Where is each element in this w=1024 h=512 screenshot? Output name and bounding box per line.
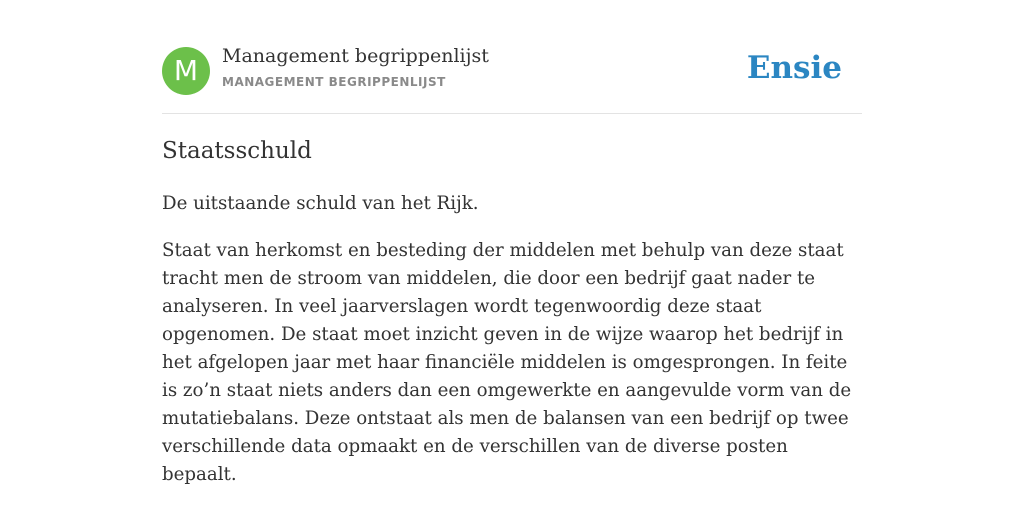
- content-container: [162, 0, 862, 485]
- definition-text: De uitstaande schuld van het Rijk.: [162, 193, 479, 214]
- source-title[interactable]: Management begrippenlijst: [222, 45, 489, 67]
- term-title: Staatsschuld: [162, 138, 312, 164]
- source-subtitle: MANAGEMENT BEGRIPPENLIJST: [222, 75, 446, 89]
- header: [162, 0, 862, 114]
- avatar[interactable]: M: [162, 47, 210, 95]
- ensie-logo[interactable]: Ensie: [746, 50, 842, 86]
- description-text: Staat van herkomst en besteding der middelen met behulp van deze staat tracht men de stroom van middelen, die door een bedrijf gaat nader te analyseren. In veel jaarverslagen wordt tegenwoordig deze staat opgenomen. De staat moet inzicht geven in de wijze waarop het bedrijf in het afgelopen jaar met haar financiële middelen is omgesprongen. In feite is zo’n staat niets anders dan een omgewerkte en aangevulde vorm van de mutatiebalans. Deze ontstaat als men de balansen van een bedrijf op twee verschillende data opmaakt en de verschillen van de diverse posten bepaalt.: [162, 240, 852, 485]
